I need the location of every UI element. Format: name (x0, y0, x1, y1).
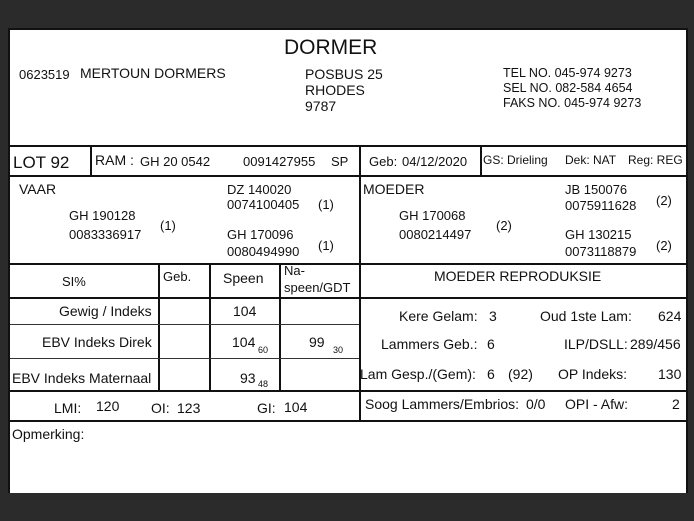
si-row-speen-sub: 60 (258, 345, 269, 355)
vaar-sire-number: 0074100405 (227, 197, 300, 212)
si-row-speen: 104 (232, 334, 256, 350)
gi-label: GI: (257, 400, 276, 416)
moeder-label: MOEDER (363, 181, 425, 197)
birth-label: Geb: (369, 154, 398, 169)
naspeen-header-1: Na- (284, 263, 305, 278)
vaar-id: GH 190128 (69, 208, 136, 223)
breed-title: DORMER (284, 36, 378, 59)
vaar-sire-marker: (1) (318, 197, 334, 212)
lmi-value: 120 (96, 398, 120, 414)
op-label: OP Indeks: (558, 366, 628, 382)
moeder-sire-marker: (2) (656, 193, 672, 208)
si-row-label: EBV Indeks Direk (42, 334, 152, 350)
moeder-marker: (2) (496, 218, 512, 233)
vaar-dam-marker: (1) (318, 238, 334, 253)
divider (10, 145, 686, 147)
lammers-value: 6 (487, 336, 495, 352)
speen-header: Speen (223, 270, 264, 286)
geb-header: Geb. (163, 269, 192, 284)
si-header: SI% (62, 274, 86, 289)
oud-value: 624 (658, 308, 682, 324)
contact-faks: FAKS NO. 045-974 9273 (503, 96, 642, 110)
ram-id: GH 20 0542 (140, 154, 211, 169)
contact-sel: SEL NO. 082-584 4654 (503, 81, 633, 95)
ram-number: 0091427955 (243, 154, 316, 169)
contact-tel: TEL NO. 045-974 9273 (503, 66, 632, 80)
vaar-number: 0083336917 (69, 227, 142, 242)
opi-value: 2 (672, 396, 680, 412)
bottom-bar (0, 493, 694, 521)
si-row-label: Gewig / Indeks (59, 303, 152, 319)
soog-label: Soog Lammers/Embrios: (365, 396, 520, 412)
oud-label: Oud 1ste Lam: (540, 308, 632, 324)
gesp-value: 6 (487, 366, 495, 382)
ilp-value: 289/456 (630, 336, 681, 352)
op-value: 130 (658, 366, 682, 382)
naspeen-header-2: speen/GDT (284, 280, 351, 295)
lmi-label: LMI: (54, 400, 82, 416)
moeder-sire-id: JB 150076 (565, 182, 628, 197)
lammers-label: Lammers Geb.: (381, 336, 478, 352)
lot-card (8, 28, 688, 495)
ilp-label: ILP/DSLL: (564, 336, 628, 352)
ram-code: SP (331, 154, 349, 169)
lot-number: LOT 92 (13, 153, 70, 172)
si-row-speen: 93 (240, 370, 256, 386)
vaar-dam-number: 0080494990 (227, 244, 300, 259)
kere-label: Kere Gelam: (399, 308, 478, 324)
address-line-2: RHODES (305, 82, 365, 98)
oi-value: 123 (177, 400, 201, 416)
gesp-label: Lam Gesp./(Gem): (360, 366, 476, 382)
moeder-dam-marker: (2) (656, 238, 672, 253)
vaar-dam-id: GH 170096 (227, 227, 294, 242)
opi-label: OPI - Afw: (565, 396, 629, 412)
address-line-1: POSBUS 25 (305, 66, 383, 82)
si-row-speen-sub: 48 (258, 379, 269, 389)
si-row-speen: 104 (233, 303, 257, 319)
si-row-naspeen-sub: 30 (333, 345, 344, 355)
repro-title: MOEDER REPRODUKSIE (434, 268, 602, 284)
reg-status: Reg: REG (628, 153, 683, 167)
moeder-sire-number: 0075911628 (565, 198, 637, 213)
soog-value: 0/0 (526, 396, 546, 412)
si-row-naspeen: 99 (309, 334, 325, 350)
gi-value: 104 (284, 399, 308, 415)
oi-label: OI: (151, 400, 170, 416)
ram-label: RAM : (95, 152, 134, 168)
dek-status: Dek: NAT (565, 153, 617, 167)
vaar-marker: (1) (160, 218, 176, 233)
owner-id: 0623519 (19, 67, 70, 82)
birth-date: 04/12/2020 (402, 154, 468, 169)
moeder-number: 0080214497 (399, 227, 472, 242)
moeder-dam-id: GH 130215 (565, 227, 632, 242)
gs-status: GS: Drieling (483, 153, 548, 167)
moeder-id: GH 170068 (399, 208, 466, 223)
kere-value: 3 (489, 308, 497, 324)
vaar-label: VAAR (19, 181, 57, 197)
moeder-dam-number: 0073118879 (565, 244, 637, 259)
vaar-sire-id: DZ 140020 (227, 182, 292, 197)
owner-name: MERTOUN DORMERS (80, 65, 226, 81)
remarks-label: Opmerking: (12, 426, 85, 442)
si-row-label: EBV Indeks Maternaal (12, 370, 152, 386)
address-line-3: 9787 (305, 98, 337, 114)
gem-value: (92) (508, 366, 533, 382)
